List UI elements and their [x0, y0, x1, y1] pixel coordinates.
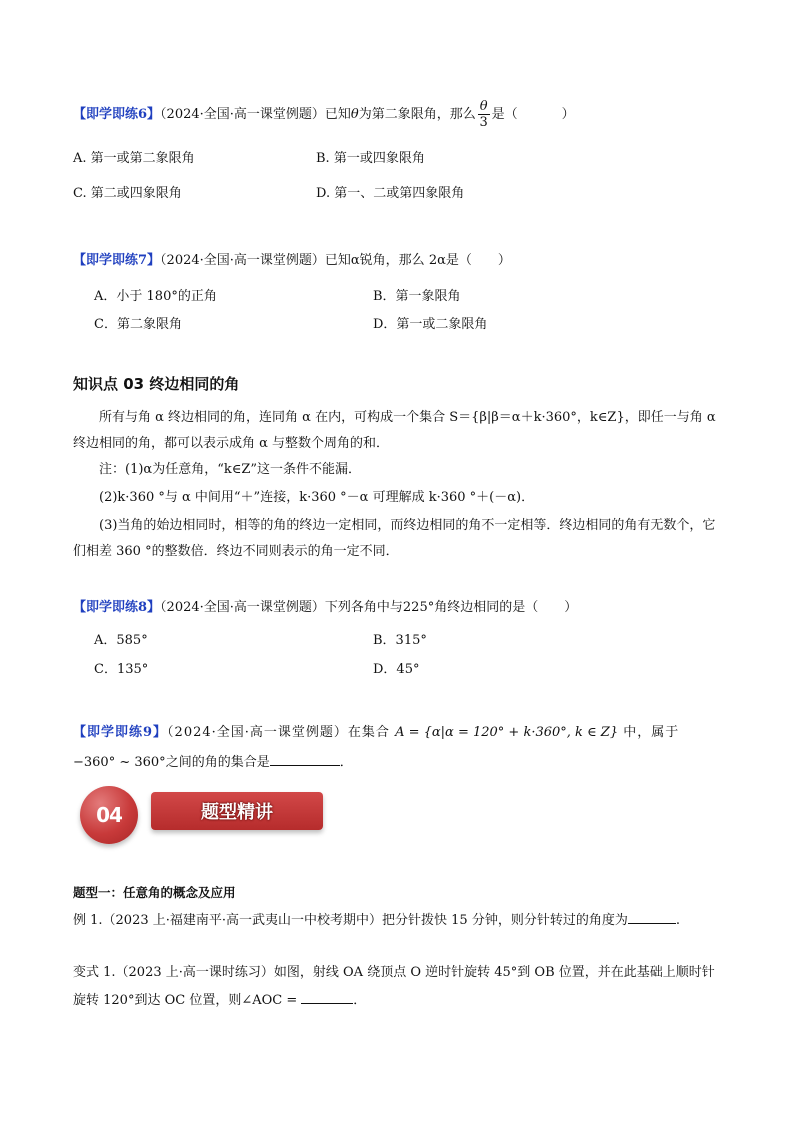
q8-option-c: C．135°	[94, 662, 149, 677]
q6-source: （2024·全国·高一课堂例题）	[160, 107, 325, 122]
knowledge-note-3: (3)当角的始边相同时，相等的角的终边一定相同，而终边相同的角不一定相等．终边相同的角有无数个，它们相差 360 °的整数倍．终边不同则表示的角一定不同．	[73, 518, 716, 559]
q7-stem: 【即学即练7】（2024·全国·高一课堂例题）已知α锐角，那么 2α是（ ）	[73, 253, 511, 268]
q6-tag: 【即学即练6】	[73, 107, 161, 122]
q7-tag: 【即学即练7】	[73, 253, 161, 268]
q7-option-c: C．第二象限角	[94, 317, 182, 332]
q6-option-d: D. 第一、二或第四象限角	[316, 186, 465, 201]
set-expression: A = {α|α = 120° + k·360°, k ∈ Z}	[395, 725, 619, 740]
section-title: 题型精讲	[201, 802, 273, 823]
q9-line2: −360° ~ 360°之间的角的集合是 ．	[73, 751, 353, 770]
q9-tag: 【即学即练9】	[73, 725, 168, 740]
section-number-badge: 04	[80, 786, 138, 844]
section-title-banner	[151, 792, 323, 830]
knowledge-note-1: 注：(1)α为任意角，“k∈Z”这一条件不能漏．	[99, 462, 362, 477]
type-heading: 题型一：任意角的概念及应用	[73, 885, 236, 900]
q9-source: （2024·全国·高一课堂例题）	[167, 725, 348, 740]
knowledge-note-2: (2)k·360 °与 α 中间用“＋”连接，k·360 °－α 可理解成 k·360 °＋(－α)．	[99, 490, 535, 505]
q8-source: （2024·全国·高一课堂例题）	[160, 600, 325, 615]
q6-option-b: B. 第一或四象限角	[316, 151, 425, 166]
q6-option-c: C. 第二或四象限角	[73, 186, 182, 201]
q8-option-a: A．585°	[94, 633, 148, 648]
example-1: 例 1.（2023 上·福建南平·高一武夷山一中校考期中）把分针拨快 15 分钟，则分针转过的角度为 .	[73, 909, 680, 928]
q8-tag: 【即学即练8】	[73, 600, 161, 615]
q7-option-b: B．第一象限角	[373, 289, 461, 304]
q8-option-d: D．45°	[373, 662, 420, 677]
q9-stem: 【即学即练9】（2024·全国·高一课堂例题）在集合 A = {α|α = 120° + k·360°, k ∈ Z} 中，属于	[73, 725, 680, 740]
q8-option-b: B．315°	[373, 633, 427, 648]
q7-source: （2024·全国·高一课堂例题）	[160, 253, 325, 268]
answer-blank	[628, 910, 676, 924]
answer-blank	[301, 990, 353, 1004]
theta-over-3-fraction: $\frac{\theta}{3}$	[479, 99, 488, 130]
answer-blank	[270, 752, 340, 766]
q6-stem: 【即学即练6】（2024·全国·高一课堂例题）已知θ为第二象限角，那么 $\frac{\theta}{3}$ 是（ ）	[73, 99, 575, 130]
q7-option-a: A．小于 180°的正角	[94, 289, 217, 304]
angle-range: −360° ~ 360°	[73, 755, 166, 770]
q7-option-d: D．第一或二象限角	[373, 317, 488, 332]
variant-1-line1: 变式 1.（2023 上·高一课时练习）如图，射线 OA 绕顶点 O 逆时针旋转 45°到 OB 位置，并在此基础上顺时针	[73, 965, 715, 980]
q6-option-a: A. 第一或第二象限角	[73, 151, 195, 166]
knowledge-heading: 知识点 03 终边相同的角	[73, 375, 240, 393]
q8-stem: 【即学即练8】（2024·全国·高一课堂例题）下列各角中与225°角终边相同的是（ ）	[73, 600, 578, 615]
variant-1-line2: 旋转 120°到达 OC 位置，则∠AOC = ．	[73, 989, 366, 1008]
knowledge-paragraph: 所有与角 α 终边相同的角，连同角 α 在内，可构成一个集合 S＝{β|β＝α＋k·360°，k∈Z}，即任一与角 α 终边相同的角，都可以表示成角 α 与整数个周角的和．	[73, 410, 716, 451]
